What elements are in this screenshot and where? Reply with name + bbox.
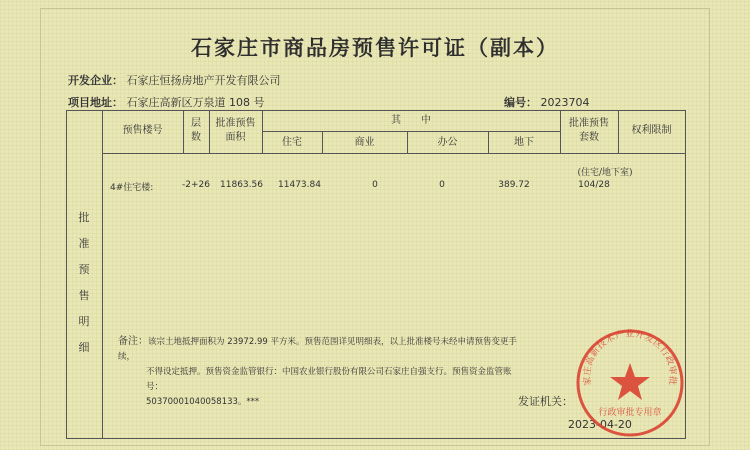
row-residential: 11473.84 — [278, 180, 321, 190]
issuer-label: 发证机关： — [518, 395, 573, 408]
row-commercial: 0 — [372, 180, 378, 190]
table-border-top — [66, 110, 686, 111]
row-floors: -2+26 — [182, 180, 210, 190]
remarks-line-1: 该宗土地抵押面积为 23972.99 平方米。预售范围详见明细表，以上批准楼号未经申请预售变更手续， — [118, 337, 517, 362]
header-floors: 层 数 — [191, 118, 201, 143]
developer-value: 石家庄恒扬房地产开发有限公司 — [126, 74, 281, 87]
among-divider-line — [262, 131, 560, 132]
remarks-line-3: 50370001040058133。*** — [146, 397, 260, 407]
address-value: 石家庄高新区万泉道 108 号 — [126, 96, 265, 109]
remarks-line-2: 不得设定抵押。预售资金监管银行：中国农业银行股份有限公司石家庄自强支行。预售资金监管账号： — [146, 367, 512, 392]
developer-label: 开发企业： — [68, 74, 123, 87]
row-units-note: (住宅/地下室) — [577, 168, 633, 178]
certificate-title: 石家庄市商品房预售许可证（副本） — [191, 35, 559, 60]
row-underground: 389.72 — [498, 180, 530, 190]
row-office: 0 — [439, 180, 445, 190]
issue-date: 2023-04-20 — [568, 418, 632, 431]
header-area: 批准预售 面积 — [215, 118, 256, 143]
header-rights: 权利限制 — [631, 125, 672, 136]
official-seal — [570, 323, 690, 443]
header-bottom-line — [102, 153, 685, 154]
row-building: 4#住宅楼: — [110, 183, 154, 193]
side-label: 批 准 预 售 明 细 — [78, 211, 90, 354]
side-divider-line — [102, 110, 103, 439]
row-area: 11863.56 — [220, 180, 263, 190]
address-row — [68, 94, 265, 110]
header-units: 批准预售 套数 — [569, 118, 609, 143]
header-underground: 地下 — [514, 137, 534, 148]
header-residential: 住宅 — [282, 137, 302, 148]
header-among: 其 中 — [391, 115, 431, 126]
svg-text:行政审批专用章: 行政审批专用章 — [598, 408, 662, 418]
header-building: 预售楼号 — [122, 125, 163, 136]
header-commercial: 商业 — [354, 137, 375, 148]
header-office: 办公 — [437, 137, 458, 148]
remarks-label: 备注： — [118, 336, 148, 347]
svg-text:石家庄高新技术产业开发区行政审批局: 家庄高新技术产业开发区行政审批 — [582, 329, 678, 386]
row-units: 104/28 — [578, 180, 610, 190]
number-value: 2023704 — [540, 96, 590, 109]
address-label: 项目地址： — [68, 96, 123, 109]
number-row — [504, 94, 590, 110]
developer-row — [68, 72, 281, 88]
remarks — [118, 334, 528, 410]
number-label: 编号： — [504, 96, 537, 109]
